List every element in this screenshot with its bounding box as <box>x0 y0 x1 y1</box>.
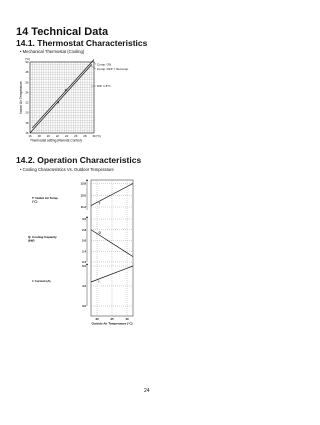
y-tick-label: 2.2 <box>82 260 86 264</box>
axis-arrow <box>86 179 88 181</box>
y-tick-label: 4.0 <box>82 284 86 288</box>
y-tick-label: 20 <box>25 110 29 115</box>
y-tick-label: 26 <box>25 80 29 85</box>
section-title-thermostat: 14.1. Thermostat Characteristics <box>16 38 148 48</box>
y-tick-label: 28 <box>25 70 29 75</box>
legend-label: Comp. ON <box>97 62 112 67</box>
y-unit-label: (°C) <box>25 57 31 61</box>
y-axis-title: Indoor Air Temperature <box>19 81 23 114</box>
panel-axis-title: T: Outlet Air Temp. <box>32 196 59 200</box>
y-tick-label: 24 <box>25 90 29 95</box>
x-tick-label: 16 <box>28 134 32 139</box>
y-tick-label: 16 <box>25 131 29 135</box>
y-tick-label: 3.0 <box>82 217 86 221</box>
page-number: 24 <box>144 388 150 394</box>
x-axis-title: Outside Air Temperature (°C) <box>91 321 133 326</box>
series-marker-label: T <box>98 201 101 206</box>
x-tick-label: 40 <box>125 317 129 321</box>
x-tick-label: 28 <box>83 134 87 139</box>
axis-arrow <box>86 216 88 218</box>
panel-axis-title: I: Current (A) <box>32 279 51 283</box>
y-tick-label: 12.8 <box>80 181 86 186</box>
y-tick-label: 22 <box>25 100 29 105</box>
x-unit-label: (°C) <box>96 134 102 139</box>
panel-axis-title: (kW) <box>28 238 35 243</box>
x-tick-label: 24 <box>65 134 69 139</box>
y-tick-label: 12.0 <box>80 193 86 198</box>
axis-arrow <box>86 263 88 265</box>
x-tick-label: 18 <box>37 134 41 139</box>
x-tick-label: 26 <box>74 134 78 139</box>
x-axis-title: Thermostat setting (Remote Control) <box>30 138 82 143</box>
y-tick-label: 11.2 <box>80 205 86 210</box>
y-tick-label: 3.0 <box>82 304 86 308</box>
y-tick-label: 2.4 <box>82 249 86 254</box>
chapter-title: 14 Technical Data <box>16 26 109 38</box>
diff-annotation: Diff. 1.5°C <box>97 84 111 88</box>
legend-leader-line <box>93 60 96 64</box>
x-tick-label: 30 <box>92 134 96 139</box>
y-tick-label: 2.8 <box>82 227 86 232</box>
bullet-cooling-characteristics: • Cooling Characteristics Vs. Outdoor Temperature <box>20 167 114 172</box>
series-marker-label: I <box>98 279 100 284</box>
y-tick-label: 18 <box>25 120 29 125</box>
x-tick-label: 30 <box>95 317 99 321</box>
panel-axis-title: (°C) <box>32 199 38 204</box>
y-tick-label: 30 <box>25 60 29 64</box>
y-tick-label: 5.0 <box>82 264 86 268</box>
legend-label: Comp. OFF = Set temp. <box>97 67 129 71</box>
y-tick-label: 2.6 <box>82 238 86 243</box>
section-title-operation: 14.2. Operation Characteristics <box>16 155 142 165</box>
series-marker-label: Q <box>98 230 101 235</box>
x-tick-label: 22 <box>55 134 59 139</box>
legend-leader-line <box>91 66 96 69</box>
x-tick-label: 35 <box>110 317 114 321</box>
x-tick-label: 20 <box>46 134 50 139</box>
panel-axis-title: Q: Cooling Capacity <box>28 235 57 239</box>
bullet-mechanical-thermostat: • Mechanical Thermostat (Cooling) <box>20 48 85 54</box>
